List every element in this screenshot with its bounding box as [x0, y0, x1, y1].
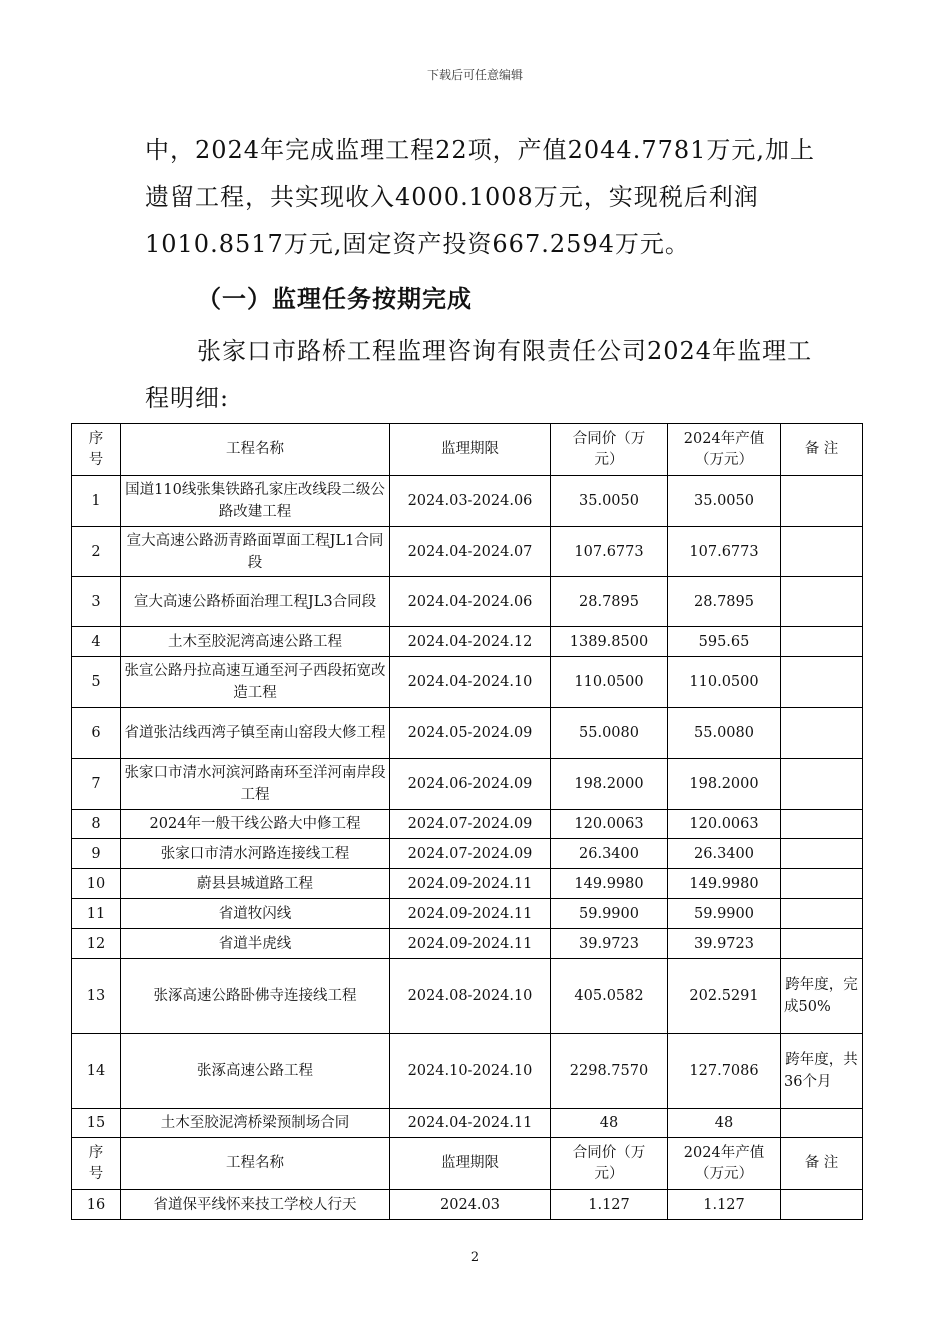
row-output-value: 202.5291 [668, 959, 781, 1034]
row-seq: 6 [72, 708, 121, 759]
row-seq: 10 [72, 869, 121, 899]
row-note [781, 527, 863, 577]
row-period: 2024.04-2024.11 [390, 1109, 551, 1138]
row-period: 2024.09-2024.11 [390, 869, 551, 899]
table-row [72, 1190, 863, 1220]
table-header-row [72, 424, 863, 476]
row-period: 2024.05-2024.09 [390, 708, 551, 759]
row-output-value: 26.3400 [668, 839, 781, 869]
row-contract-price: 28.7895 [551, 577, 668, 627]
row-contract-price: 55.0080 [551, 708, 668, 759]
table-row [72, 810, 863, 839]
row-contract-price: 59.9900 [551, 899, 668, 929]
row-output-value: 595.65 [668, 627, 781, 657]
row-output-value: 35.0050 [668, 476, 781, 527]
row-contract-price: 405.0582 [551, 959, 668, 1034]
project-table [71, 423, 863, 1220]
header-note: 备 注 [781, 424, 863, 476]
row-output-value: 39.9723 [668, 929, 781, 959]
table-row [72, 839, 863, 869]
row-project-name: 张家口市清水河路连接线工程 [121, 839, 390, 869]
row-period: 2024.07-2024.09 [390, 810, 551, 839]
row-note [781, 627, 863, 657]
row-seq: 16 [72, 1190, 121, 1220]
row-project-name: 土木至胶泥湾高速公路工程 [121, 627, 390, 657]
table-row [72, 627, 863, 657]
row-project-name: 2024年一般干线公路大中修工程 [121, 810, 390, 839]
row-project-name: 宣大高速公路沥青路面罩面工程JL1合同段 [121, 527, 390, 577]
row-note [781, 869, 863, 899]
row-contract-price: 39.9723 [551, 929, 668, 959]
row-seq: 15 [72, 1109, 121, 1138]
table-row [72, 708, 863, 759]
row-period: 2024.07-2024.09 [390, 839, 551, 869]
row-project-name: 张涿高速公路卧佛寺连接线工程 [121, 959, 390, 1034]
row-contract-price: 198.2000 [551, 759, 668, 810]
row-output-value: 48 [668, 1109, 781, 1138]
row-project-name: 张涿高速公路工程 [121, 1034, 390, 1109]
row-seq: 3 [72, 577, 121, 627]
table-row [72, 527, 863, 577]
row-contract-price: 35.0050 [551, 476, 668, 527]
row-note [781, 899, 863, 929]
row-seq: 2 [72, 527, 121, 577]
row-project-name: 张家口市清水河滨河路南环至洋河南岸段工程 [121, 759, 390, 810]
row-project-name: 省道牧闪线 [121, 899, 390, 929]
row-seq: 12 [72, 929, 121, 959]
section-heading: （一）监理任务按期完成 [197, 285, 472, 313]
row-output-value: 149.9980 [668, 869, 781, 899]
page-number: 2 [470, 1250, 480, 1265]
row-note [781, 708, 863, 759]
header-name: 工程名称 [121, 1138, 390, 1190]
row-note [781, 759, 863, 810]
header-period: 监理期限 [390, 1138, 551, 1190]
row-seq: 9 [72, 839, 121, 869]
table-row [72, 657, 863, 708]
row-period: 2024.03-2024.06 [390, 476, 551, 527]
row-project-name: 国道110线张集铁路孔家庄改线段二级公路改建工程 [121, 476, 390, 527]
row-contract-price: 1.127 [551, 1190, 668, 1220]
table-row [72, 476, 863, 527]
row-contract-price: 48 [551, 1109, 668, 1138]
row-note [781, 839, 863, 869]
header-seq: 序号 [72, 1138, 121, 1190]
row-seq: 7 [72, 759, 121, 810]
row-seq: 11 [72, 899, 121, 929]
header-seq: 序号 [72, 424, 121, 476]
row-note: 跨年度，完成50% [781, 959, 863, 1034]
row-project-name: 宣大高速公路桥面治理工程JL3合同段 [121, 577, 390, 627]
row-period: 2024.09-2024.11 [390, 929, 551, 959]
table-row [72, 1109, 863, 1138]
row-project-name: 蔚县县城道路工程 [121, 869, 390, 899]
row-contract-price: 107.6773 [551, 527, 668, 577]
row-period: 2024.04-2024.10 [390, 657, 551, 708]
section-intro-paragraph: 张家口市路桥工程监理咨询有限责任公司2024年监理工程明细: [145, 337, 813, 412]
row-period: 2024.08-2024.10 [390, 959, 551, 1034]
row-project-name: 省道半虎线 [121, 929, 390, 959]
row-project-name: 省道保平线怀来技工学校人行天 [121, 1190, 390, 1220]
table-header-row-repeat [72, 1138, 863, 1190]
table-row [72, 577, 863, 627]
row-output-value: 127.7086 [668, 1034, 781, 1109]
row-seq: 13 [72, 959, 121, 1034]
table-row [72, 1034, 863, 1109]
header-period: 监理期限 [390, 424, 551, 476]
row-note [781, 476, 863, 527]
row-contract-price: 120.0063 [551, 810, 668, 839]
table-row [72, 899, 863, 929]
row-output-value: 59.9900 [668, 899, 781, 929]
row-contract-price: 149.9980 [551, 869, 668, 899]
row-project-name: 省道张沽线西湾子镇至南山窑段大修工程 [121, 708, 390, 759]
row-note [781, 810, 863, 839]
row-output-value: 198.2000 [668, 759, 781, 810]
row-period: 2024.09-2024.11 [390, 899, 551, 929]
row-note: 跨年度，共36个月 [781, 1034, 863, 1109]
table-row [72, 759, 863, 810]
header-contract: 合同价（万元） [551, 1138, 668, 1190]
row-note [781, 577, 863, 627]
row-period: 2024.03 [390, 1190, 551, 1220]
row-output-value: 107.6773 [668, 527, 781, 577]
row-note [781, 1190, 863, 1220]
row-note [781, 929, 863, 959]
row-seq: 1 [72, 476, 121, 527]
row-output-value: 28.7895 [668, 577, 781, 627]
row-period: 2024.10-2024.10 [390, 1034, 551, 1109]
row-contract-price: 26.3400 [551, 839, 668, 869]
header-output: 2024年产值（万元） [668, 424, 781, 476]
row-seq: 5 [72, 657, 121, 708]
table-row [72, 929, 863, 959]
row-period: 2024.04-2024.06 [390, 577, 551, 627]
header-contract: 合同价（万元） [551, 424, 668, 476]
table-row [72, 959, 863, 1034]
row-seq: 4 [72, 627, 121, 657]
row-project-name: 土木至胶泥湾桥梁预制场合同 [121, 1109, 390, 1138]
header-name: 工程名称 [121, 424, 390, 476]
project-table-body [72, 424, 863, 1220]
row-output-value: 55.0080 [668, 708, 781, 759]
row-contract-price: 2298.7570 [551, 1034, 668, 1109]
intro-paragraph: 中，2024年完成监理工程22项，产值2044.7781万元,加上遗留工程，共实现收入4000.1008万元，实现税后利润1010.8517万元,固定资产投资667.2594万元。 [145, 136, 816, 258]
row-seq: 14 [72, 1034, 121, 1109]
row-output-value: 120.0063 [668, 810, 781, 839]
row-output-value: 110.0500 [668, 657, 781, 708]
row-note [781, 657, 863, 708]
row-project-name: 张宣公路丹拉高速互通至河子西段拓宽改造工程 [121, 657, 390, 708]
page-header-watermark: 下载后可任意编辑 [426, 68, 523, 82]
row-contract-price: 1389.8500 [551, 627, 668, 657]
header-output: 2024年产值（万元） [668, 1138, 781, 1190]
row-output-value: 1.127 [668, 1190, 781, 1220]
row-seq: 8 [72, 810, 121, 839]
row-period: 2024.04-2024.12 [390, 627, 551, 657]
row-period: 2024.04-2024.07 [390, 527, 551, 577]
row-note [781, 1109, 863, 1138]
table-row [72, 869, 863, 899]
header-note: 备 注 [781, 1138, 863, 1190]
row-period: 2024.06-2024.09 [390, 759, 551, 810]
row-contract-price: 110.0500 [551, 657, 668, 708]
